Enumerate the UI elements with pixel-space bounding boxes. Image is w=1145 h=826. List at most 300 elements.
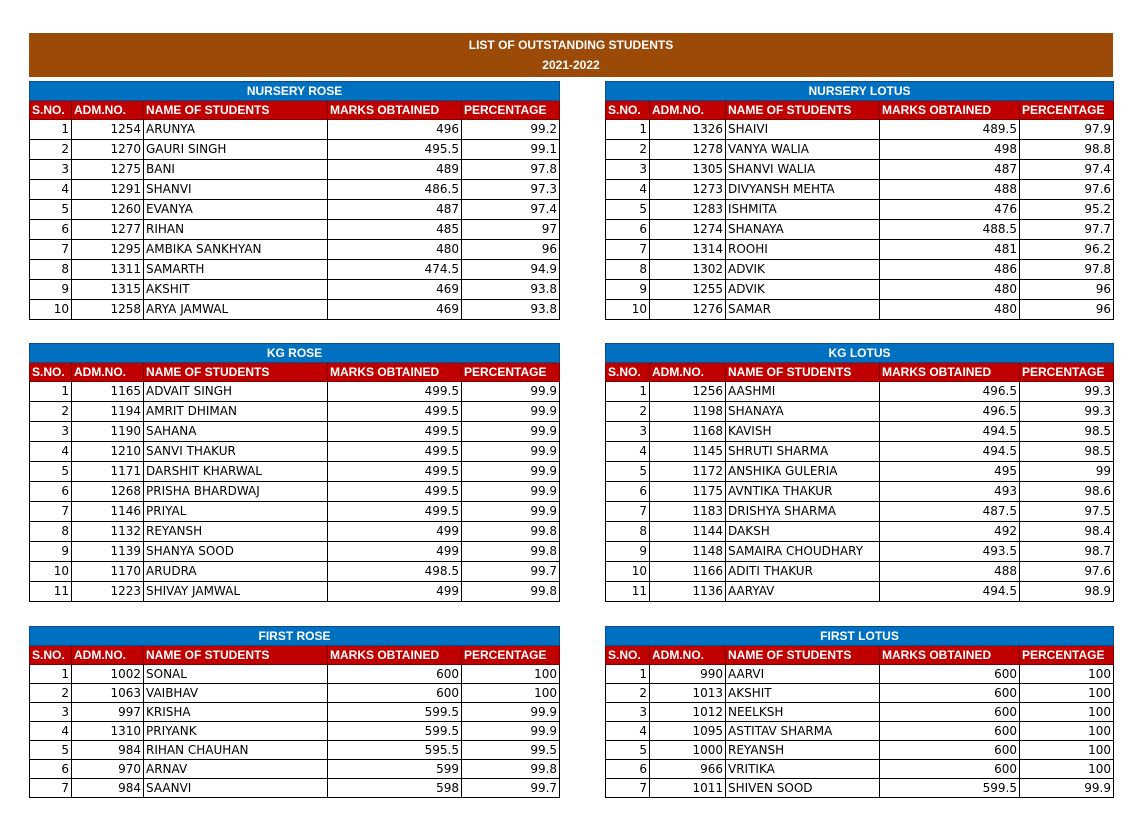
cell-name: PRIYANK xyxy=(144,722,328,741)
section-title: FIRST LOTUS xyxy=(606,627,1114,646)
cell-percentage: 99.9 xyxy=(462,703,560,722)
cell-sno: 5 xyxy=(606,200,650,220)
cell-percentage: 99.1 xyxy=(462,140,560,160)
cell-percentage: 99.9 xyxy=(462,402,560,422)
cell-marks: 499.5 xyxy=(328,442,462,462)
cell-adm-no: 1168 xyxy=(650,422,726,442)
cell-adm-no: 970 xyxy=(72,760,144,779)
cell-marks: 600 xyxy=(880,684,1020,703)
cell-sno: 1 xyxy=(606,382,650,402)
cell-percentage: 99.9 xyxy=(462,502,560,522)
cell-marks: 595.5 xyxy=(328,741,462,760)
column-header-row xyxy=(30,646,560,665)
header-percentage: PERCENTAGE xyxy=(1020,101,1114,120)
table-row xyxy=(606,703,1114,722)
cell-percentage: 96 xyxy=(1020,300,1114,320)
cell-adm-no: 990 xyxy=(650,665,726,684)
header-adm-no: ADM.NO. xyxy=(72,363,144,382)
cell-marks: 488 xyxy=(880,562,1020,582)
cell-name: SHIVAY JAMWAL xyxy=(144,582,328,602)
table-row xyxy=(30,382,560,402)
cell-adm-no: 1210 xyxy=(72,442,144,462)
cell-percentage: 98.5 xyxy=(1020,442,1114,462)
table-row xyxy=(30,442,560,462)
cell-sno: 5 xyxy=(606,741,650,760)
cell-adm-no: 1190 xyxy=(72,422,144,442)
cell-sno: 11 xyxy=(30,582,72,602)
header-marks: MARKS OBTAINED xyxy=(880,363,1020,382)
table-row xyxy=(606,200,1114,220)
cell-adm-no: 1258 xyxy=(72,300,144,320)
cell-percentage: 99.3 xyxy=(1020,382,1114,402)
cell-percentage: 99.3 xyxy=(1020,402,1114,422)
cell-marks: 487 xyxy=(328,200,462,220)
table-row xyxy=(30,722,560,741)
table-row xyxy=(606,562,1114,582)
cell-name: EVANYA xyxy=(144,200,328,220)
cell-adm-no: 997 xyxy=(72,703,144,722)
cell-adm-no: 1165 xyxy=(72,382,144,402)
cell-marks: 499.5 xyxy=(328,422,462,442)
header-marks: MARKS OBTAINED xyxy=(880,101,1020,120)
cell-marks: 487 xyxy=(880,160,1020,180)
cell-percentage: 99.5 xyxy=(462,741,560,760)
cell-name: AKSHIT xyxy=(726,684,880,703)
cell-marks: 493 xyxy=(880,482,1020,502)
cell-adm-no: 1302 xyxy=(650,260,726,280)
cell-marks: 600 xyxy=(328,665,462,684)
cell-name: ARNAV xyxy=(144,760,328,779)
class-table-3 xyxy=(605,343,1114,602)
cell-adm-no: 1276 xyxy=(650,300,726,320)
cell-percentage: 99.7 xyxy=(462,562,560,582)
cell-percentage: 100 xyxy=(1020,665,1114,684)
cell-adm-no: 1326 xyxy=(650,120,726,140)
cell-adm-no: 1198 xyxy=(650,402,726,422)
header-name: NAME OF STUDENTS xyxy=(144,363,328,382)
cell-sno: 10 xyxy=(606,300,650,320)
cell-percentage: 100 xyxy=(462,665,560,684)
cell-name: DRISHYA SHARMA xyxy=(726,502,880,522)
cell-percentage: 97.6 xyxy=(1020,180,1114,200)
cell-percentage: 97.9 xyxy=(1020,120,1114,140)
cell-adm-no: 1172 xyxy=(650,462,726,482)
table-row xyxy=(606,722,1114,741)
table-row xyxy=(30,665,560,684)
cell-name: BANI xyxy=(144,160,328,180)
cell-name: SONAL xyxy=(144,665,328,684)
cell-marks: 496.5 xyxy=(880,382,1020,402)
cell-adm-no: 1311 xyxy=(72,260,144,280)
cell-percentage: 94.9 xyxy=(462,260,560,280)
cell-sno: 1 xyxy=(606,665,650,684)
header-marks: MARKS OBTAINED xyxy=(880,646,1020,665)
cell-percentage: 99.8 xyxy=(462,542,560,562)
cell-marks: 494.5 xyxy=(880,442,1020,462)
cell-percentage: 99.8 xyxy=(462,582,560,602)
cell-name: SHANAYA xyxy=(726,402,880,422)
cell-sno: 2 xyxy=(30,402,72,422)
cell-adm-no: 1136 xyxy=(650,582,726,602)
cell-name: PRIYAL xyxy=(144,502,328,522)
cell-adm-no: 1139 xyxy=(72,542,144,562)
cell-marks: 499.5 xyxy=(328,482,462,502)
cell-percentage: 99 xyxy=(1020,462,1114,482)
cell-adm-no: 1305 xyxy=(650,160,726,180)
class-table-0 xyxy=(29,81,560,320)
cell-sno: 1 xyxy=(30,665,72,684)
cell-marks: 600 xyxy=(880,741,1020,760)
header-percentage: PERCENTAGE xyxy=(462,101,560,120)
cell-sno: 4 xyxy=(30,722,72,741)
cell-adm-no: 1315 xyxy=(72,280,144,300)
cell-percentage: 93.8 xyxy=(462,300,560,320)
cell-percentage: 96 xyxy=(462,240,560,260)
cell-name: AMRIT DHIMAN xyxy=(144,402,328,422)
cell-adm-no: 1291 xyxy=(72,180,144,200)
cell-marks: 499.5 xyxy=(328,502,462,522)
header-adm-no: ADM.NO. xyxy=(72,646,144,665)
cell-adm-no: 1260 xyxy=(72,200,144,220)
table-row xyxy=(606,502,1114,522)
cell-name: GAURI SINGH xyxy=(144,140,328,160)
header-marks: MARKS OBTAINED xyxy=(328,101,462,120)
cell-adm-no: 1270 xyxy=(72,140,144,160)
table-row xyxy=(606,760,1114,779)
cell-marks: 486 xyxy=(880,260,1020,280)
title-banner xyxy=(29,33,1113,77)
table-row xyxy=(30,120,560,140)
cell-percentage: 96.2 xyxy=(1020,240,1114,260)
cell-percentage: 98.4 xyxy=(1020,522,1114,542)
cell-sno: 9 xyxy=(606,280,650,300)
cell-sno: 3 xyxy=(30,422,72,442)
section-title: KG ROSE xyxy=(30,344,560,363)
table-row xyxy=(30,741,560,760)
cell-percentage: 95.2 xyxy=(1020,200,1114,220)
header-name: NAME OF STUDENTS xyxy=(726,101,880,120)
cell-name: DIVYANSH MEHTA xyxy=(726,180,880,200)
cell-name: SHANVI WALIA xyxy=(726,160,880,180)
cell-adm-no: 1175 xyxy=(650,482,726,502)
cell-adm-no: 1000 xyxy=(650,741,726,760)
cell-name: DAKSH xyxy=(726,522,880,542)
cell-marks: 486.5 xyxy=(328,180,462,200)
cell-sno: 7 xyxy=(606,502,650,522)
cell-marks: 489 xyxy=(328,160,462,180)
cell-percentage: 99.8 xyxy=(462,760,560,779)
cell-percentage: 97.5 xyxy=(1020,502,1114,522)
cell-percentage: 93.8 xyxy=(462,280,560,300)
cell-percentage: 97.4 xyxy=(1020,160,1114,180)
cell-percentage: 98.9 xyxy=(1020,582,1114,602)
cell-name: ARYA JAMWAL xyxy=(144,300,328,320)
cell-sno: 1 xyxy=(606,120,650,140)
column-header-row xyxy=(606,101,1114,120)
cell-sno: 3 xyxy=(30,160,72,180)
table-row xyxy=(30,779,560,798)
cell-sno: 8 xyxy=(606,260,650,280)
cell-name: SHANAYA xyxy=(726,220,880,240)
cell-adm-no: 1011 xyxy=(650,779,726,798)
cell-marks: 494.5 xyxy=(880,582,1020,602)
header-marks: MARKS OBTAINED xyxy=(328,646,462,665)
header-percentage: PERCENTAGE xyxy=(1020,363,1114,382)
cell-sno: 7 xyxy=(30,502,72,522)
table-row xyxy=(30,760,560,779)
cell-sno: 4 xyxy=(606,442,650,462)
cell-name: REYANSH xyxy=(144,522,328,542)
cell-adm-no: 984 xyxy=(72,741,144,760)
class-table-1 xyxy=(605,81,1114,320)
cell-marks: 487.5 xyxy=(880,502,1020,522)
table-row xyxy=(30,140,560,160)
cell-sno: 9 xyxy=(30,280,72,300)
cell-adm-no: 1183 xyxy=(650,502,726,522)
cell-percentage: 100 xyxy=(1020,684,1114,703)
table-row xyxy=(606,582,1114,602)
cell-marks: 499.5 xyxy=(328,462,462,482)
cell-marks: 600 xyxy=(328,684,462,703)
cell-percentage: 99.8 xyxy=(462,522,560,542)
cell-sno: 6 xyxy=(30,760,72,779)
cell-adm-no: 1170 xyxy=(72,562,144,582)
cell-name: VAIBHAV xyxy=(144,684,328,703)
cell-name: SHANVI xyxy=(144,180,328,200)
cell-adm-no: 1295 xyxy=(72,240,144,260)
table-row xyxy=(30,522,560,542)
header-adm-no: ADM.NO. xyxy=(650,101,726,120)
cell-percentage: 97.8 xyxy=(462,160,560,180)
header-percentage: PERCENTAGE xyxy=(1020,646,1114,665)
cell-name: ADVAIT SINGH xyxy=(144,382,328,402)
section-title: NURSERY ROSE xyxy=(30,82,560,101)
cell-adm-no: 1013 xyxy=(650,684,726,703)
cell-sno: 2 xyxy=(606,684,650,703)
cell-sno: 4 xyxy=(606,722,650,741)
cell-name: ANSHIKA GULERIA xyxy=(726,462,880,482)
cell-percentage: 97.3 xyxy=(462,180,560,200)
cell-percentage: 100 xyxy=(1020,741,1114,760)
cell-name: NEELKSH xyxy=(726,703,880,722)
cell-percentage: 98.7 xyxy=(1020,542,1114,562)
cell-sno: 1 xyxy=(30,382,72,402)
cell-sno: 7 xyxy=(606,240,650,260)
table-row xyxy=(606,402,1114,422)
column-header-row xyxy=(30,363,560,382)
section-title: KG LOTUS xyxy=(606,344,1114,363)
cell-marks: 499 xyxy=(328,522,462,542)
cell-adm-no: 1194 xyxy=(72,402,144,422)
table-row xyxy=(30,220,560,240)
header-percentage: PERCENTAGE xyxy=(462,363,560,382)
cell-sno: 7 xyxy=(30,779,72,798)
table-row xyxy=(606,422,1114,442)
cell-adm-no: 1283 xyxy=(650,200,726,220)
table-row xyxy=(30,462,560,482)
column-header-row xyxy=(606,363,1114,382)
cell-adm-no: 1223 xyxy=(72,582,144,602)
cell-sno: 6 xyxy=(606,482,650,502)
table-row xyxy=(30,502,560,522)
cell-marks: 489.5 xyxy=(880,120,1020,140)
cell-marks: 599 xyxy=(328,760,462,779)
cell-adm-no: 984 xyxy=(72,779,144,798)
column-header-row xyxy=(30,101,560,120)
cell-sno: 2 xyxy=(30,140,72,160)
cell-name: SAANVI xyxy=(144,779,328,798)
cell-adm-no: 1278 xyxy=(650,140,726,160)
cell-name: RIHAN CHAUHAN xyxy=(144,741,328,760)
cell-adm-no: 1145 xyxy=(650,442,726,462)
cell-marks: 480 xyxy=(880,300,1020,320)
cell-marks: 469 xyxy=(328,280,462,300)
cell-sno: 8 xyxy=(30,522,72,542)
cell-name: SHANYA SOOD xyxy=(144,542,328,562)
table-row xyxy=(606,665,1114,684)
header-sno: S.NO. xyxy=(30,363,72,382)
cell-adm-no: 1063 xyxy=(72,684,144,703)
cell-sno: 5 xyxy=(30,462,72,482)
cell-percentage: 97 xyxy=(462,220,560,240)
cell-percentage: 96 xyxy=(1020,280,1114,300)
cell-name: SAMAIRA CHOUDHARY xyxy=(726,542,880,562)
header-adm-no: ADM.NO. xyxy=(650,363,726,382)
cell-adm-no: 1166 xyxy=(650,562,726,582)
cell-name: SHAIVI xyxy=(726,120,880,140)
class-table-4 xyxy=(29,626,560,798)
cell-percentage: 99.9 xyxy=(462,462,560,482)
cell-sno: 3 xyxy=(606,422,650,442)
cell-marks: 600 xyxy=(880,760,1020,779)
table-row xyxy=(30,684,560,703)
cell-marks: 600 xyxy=(880,665,1020,684)
header-name: NAME OF STUDENTS xyxy=(726,646,880,665)
cell-marks: 480 xyxy=(880,280,1020,300)
cell-adm-no: 1148 xyxy=(650,542,726,562)
cell-marks: 499.5 xyxy=(328,402,462,422)
cell-name: VRITIKA xyxy=(726,760,880,779)
header-sno: S.NO. xyxy=(30,101,72,120)
cell-percentage: 99.9 xyxy=(1020,779,1114,798)
cell-percentage: 97.8 xyxy=(1020,260,1114,280)
cell-name: ADVIK xyxy=(726,260,880,280)
cell-percentage: 97.4 xyxy=(462,200,560,220)
cell-name: SAMAR xyxy=(726,300,880,320)
table-row xyxy=(30,703,560,722)
cell-sno: 9 xyxy=(30,542,72,562)
cell-marks: 599.5 xyxy=(880,779,1020,798)
cell-adm-no: 1274 xyxy=(650,220,726,240)
cell-name: RIHAN xyxy=(144,220,328,240)
cell-sno: 2 xyxy=(30,684,72,703)
cell-sno: 2 xyxy=(606,402,650,422)
table-row xyxy=(606,180,1114,200)
cell-marks: 499.5 xyxy=(328,382,462,402)
header-adm-no: ADM.NO. xyxy=(650,646,726,665)
cell-adm-no: 1277 xyxy=(72,220,144,240)
table-row xyxy=(606,220,1114,240)
cell-name: SHIVEN SOOD xyxy=(726,779,880,798)
table-row xyxy=(606,120,1114,140)
cell-sno: 8 xyxy=(30,260,72,280)
table-row xyxy=(606,280,1114,300)
header-percentage: PERCENTAGE xyxy=(462,646,560,665)
cell-percentage: 99.9 xyxy=(462,422,560,442)
cell-percentage: 100 xyxy=(1020,760,1114,779)
table-row xyxy=(606,462,1114,482)
cell-marks: 499 xyxy=(328,542,462,562)
table-row xyxy=(30,482,560,502)
cell-percentage: 98.5 xyxy=(1020,422,1114,442)
table-row xyxy=(606,240,1114,260)
cell-adm-no: 1268 xyxy=(72,482,144,502)
cell-name: AARYAV xyxy=(726,582,880,602)
cell-marks: 494.5 xyxy=(880,422,1020,442)
cell-name: DARSHIT KHARWAL xyxy=(144,462,328,482)
cell-adm-no: 1171 xyxy=(72,462,144,482)
cell-adm-no: 1254 xyxy=(72,120,144,140)
cell-percentage: 100 xyxy=(1020,722,1114,741)
cell-adm-no: 1256 xyxy=(650,382,726,402)
cell-marks: 600 xyxy=(880,703,1020,722)
header-name: NAME OF STUDENTS xyxy=(726,363,880,382)
cell-name: AMBIKA SANKHYAN xyxy=(144,240,328,260)
table-row xyxy=(30,240,560,260)
cell-adm-no: 1255 xyxy=(650,280,726,300)
cell-sno: 4 xyxy=(30,180,72,200)
table-row xyxy=(606,482,1114,502)
cell-name: ISHMITA xyxy=(726,200,880,220)
cell-name: ASTITAV SHARMA xyxy=(726,722,880,741)
table-row xyxy=(606,442,1114,462)
table-row xyxy=(30,260,560,280)
cell-marks: 476 xyxy=(880,200,1020,220)
table-row xyxy=(606,140,1114,160)
cell-percentage: 100 xyxy=(1020,703,1114,722)
session-label: 2021-2022 xyxy=(542,58,600,72)
cell-percentage: 100 xyxy=(462,684,560,703)
cell-marks: 600 xyxy=(880,722,1020,741)
cell-marks: 469 xyxy=(328,300,462,320)
table-row xyxy=(606,522,1114,542)
table-row xyxy=(30,402,560,422)
table-row xyxy=(606,779,1114,798)
cell-name: ARUNYA xyxy=(144,120,328,140)
cell-sno: 6 xyxy=(606,220,650,240)
column-header-row xyxy=(606,646,1114,665)
cell-name: PRISHA BHARDWAJ xyxy=(144,482,328,502)
cell-name: ROOHI xyxy=(726,240,880,260)
cell-marks: 493.5 xyxy=(880,542,1020,562)
cell-adm-no: 1095 xyxy=(650,722,726,741)
cell-name: KRISHA xyxy=(144,703,328,722)
cell-sno: 11 xyxy=(606,582,650,602)
cell-name: VANYA WALIA xyxy=(726,140,880,160)
cell-percentage: 99.9 xyxy=(462,442,560,462)
table-row xyxy=(606,741,1114,760)
cell-adm-no: 966 xyxy=(650,760,726,779)
cell-name: SAMARTH xyxy=(144,260,328,280)
cell-sno: 4 xyxy=(606,180,650,200)
cell-sno: 3 xyxy=(606,703,650,722)
class-table-5 xyxy=(605,626,1114,798)
cell-sno: 3 xyxy=(30,703,72,722)
cell-adm-no: 1144 xyxy=(650,522,726,542)
cell-sno: 10 xyxy=(606,562,650,582)
cell-sno: 6 xyxy=(30,220,72,240)
cell-marks: 492 xyxy=(880,522,1020,542)
